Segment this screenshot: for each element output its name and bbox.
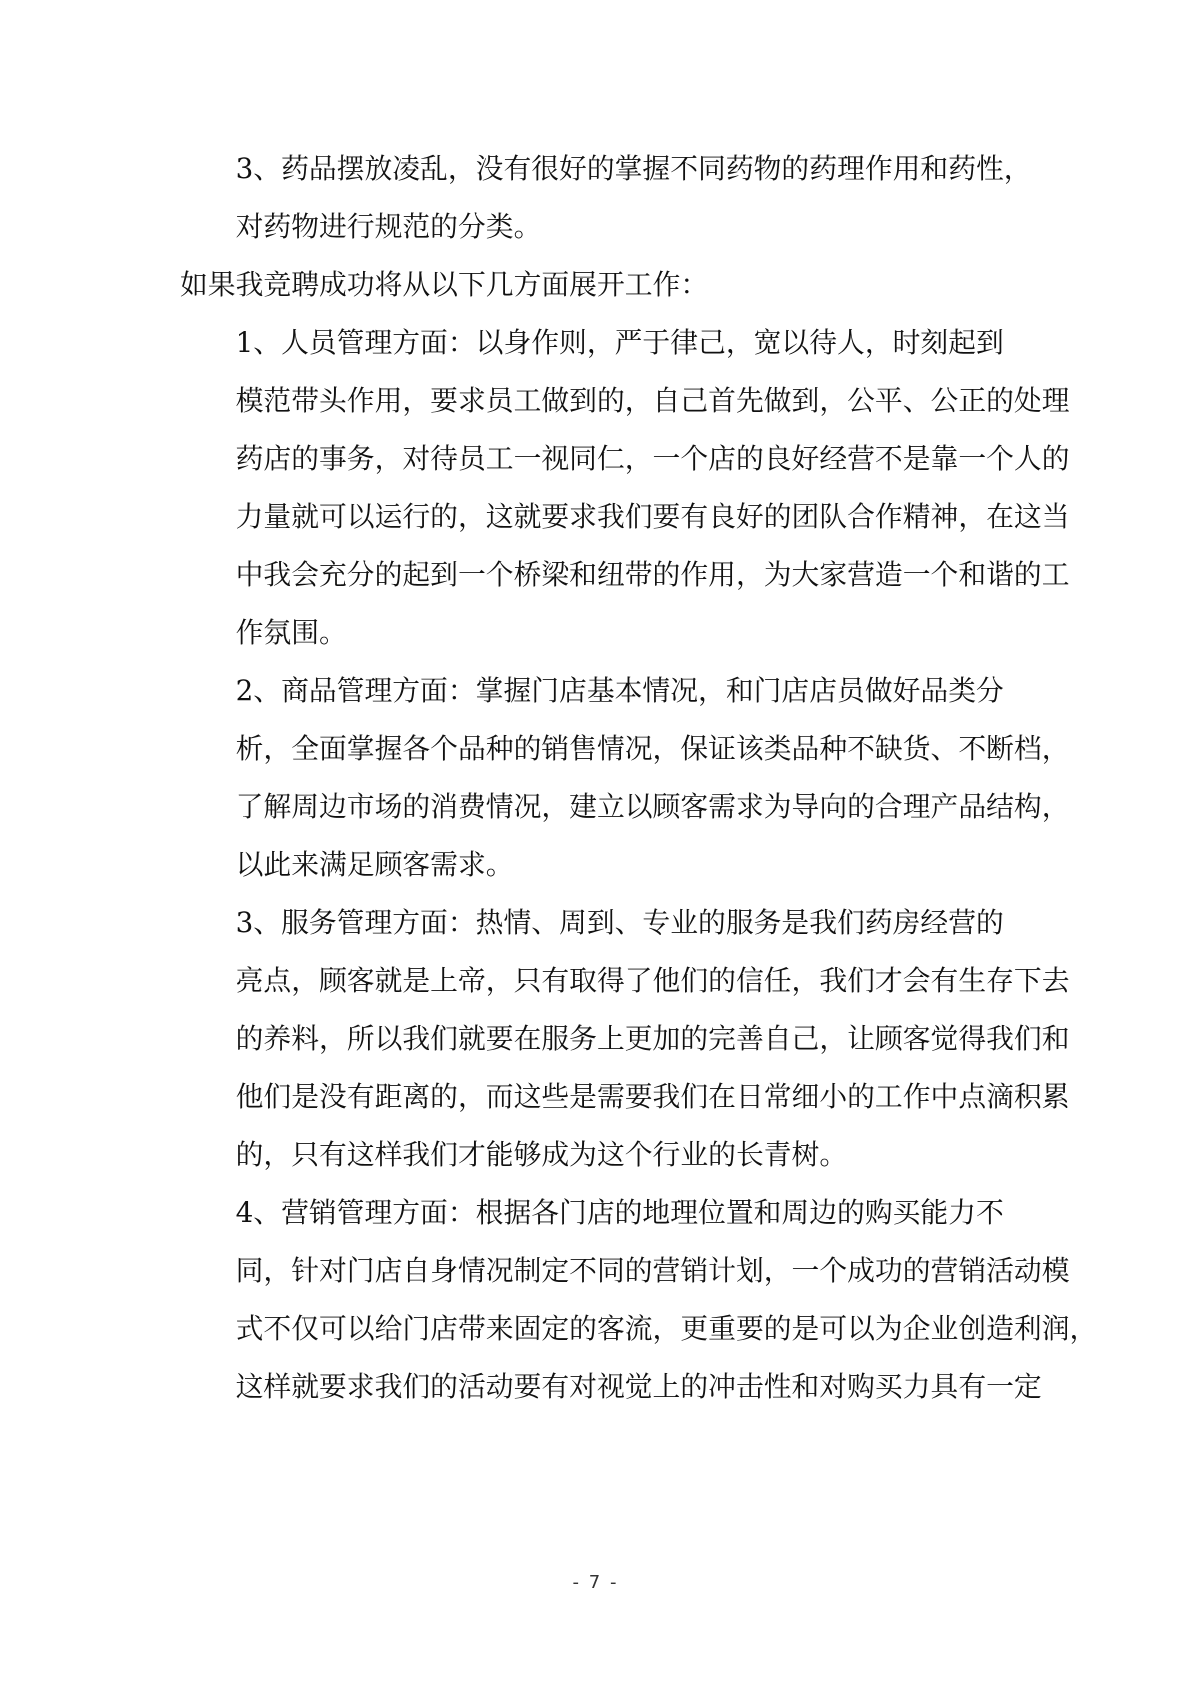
text-line: 式不仅可以给门店带来固定的客流，更重要的是可以为企业创造利润， [235, 1312, 1098, 1345]
text-line: 的，只有这样我们才能够成为这个行业的长青树。 [235, 1138, 848, 1171]
paragraph-goods-management [180, 662, 1070, 894]
paragraph-issue-3 [180, 140, 1032, 256]
document-body [180, 140, 1098, 1416]
text-line: 的养料，所以我们就要在服务上更加的完善自己，让顾客觉得我们和 [235, 1022, 1070, 1055]
text-line: 1、人员管理方面：以身作则，严于律己，宽以待人，时刻起到 [235, 326, 1004, 359]
text-line: 4、营销管理方面：根据各门店的地理位置和周边的购买能力不 [235, 1196, 1004, 1229]
paragraph-intro [180, 256, 1022, 314]
text-line: 模范带头作用，要求员工做到的，自己首先做到，公平、公正的处理 [235, 384, 1070, 417]
text-line: 力量就可以运行的，这就要求我们要有良好的团队合作精神，在这当 [235, 500, 1070, 533]
text-line: 了解周边市场的消费情况，建立以顾客需求为导向的合理产品结构， [235, 790, 1070, 823]
text-line: 亮点，顾客就是上帝，只有取得了他们的信任，我们才会有生存下去 [235, 964, 1070, 997]
text-line: 同，针对门店自身情况制定不同的营销计划，一个成功的营销活动模 [235, 1254, 1070, 1287]
page-number: - 7 - [572, 1572, 619, 1593]
text-line: 析，全面掌握各个品种的销售情况，保证该类品种不缺货、不断档， [235, 732, 1070, 765]
text-line: 作氛围。 [235, 616, 347, 649]
text-line: 中我会充分的起到一个桥梁和纽带的作用，为大家营造一个和谐的工 [235, 558, 1070, 591]
text-line: 3、药品摆放凌乱，没有很好的掌握不同药物的药理作用和药性， [235, 152, 1032, 185]
text-line: 这样就要求我们的活动要有对视觉上的冲击性和对购买力具有一定 [235, 1370, 1042, 1403]
text-line: 对药物进行规范的分类。 [235, 210, 542, 243]
text-line: 如果我竞聘成功将从以下几方面展开工作： [180, 268, 709, 301]
text-line: 2、商品管理方面：掌握门店基本情况，和门店店员做好品类分 [235, 674, 1004, 707]
text-line: 药店的事务，对待员工一视同仁，一个店的良好经营不是靠一个人的 [235, 442, 1070, 475]
paragraph-personnel-management [180, 314, 1070, 662]
paragraph-marketing-management [180, 1184, 1098, 1416]
paragraph-service-management [180, 894, 1070, 1184]
text-line: 他们是没有距离的，而这些是需要我们在日常细小的工作中点滴积累 [235, 1080, 1070, 1113]
text-line: 3、服务管理方面：热情、周到、专业的服务是我们药房经营的 [235, 906, 1004, 939]
text-line: 以此来满足顾客需求。 [235, 848, 514, 881]
